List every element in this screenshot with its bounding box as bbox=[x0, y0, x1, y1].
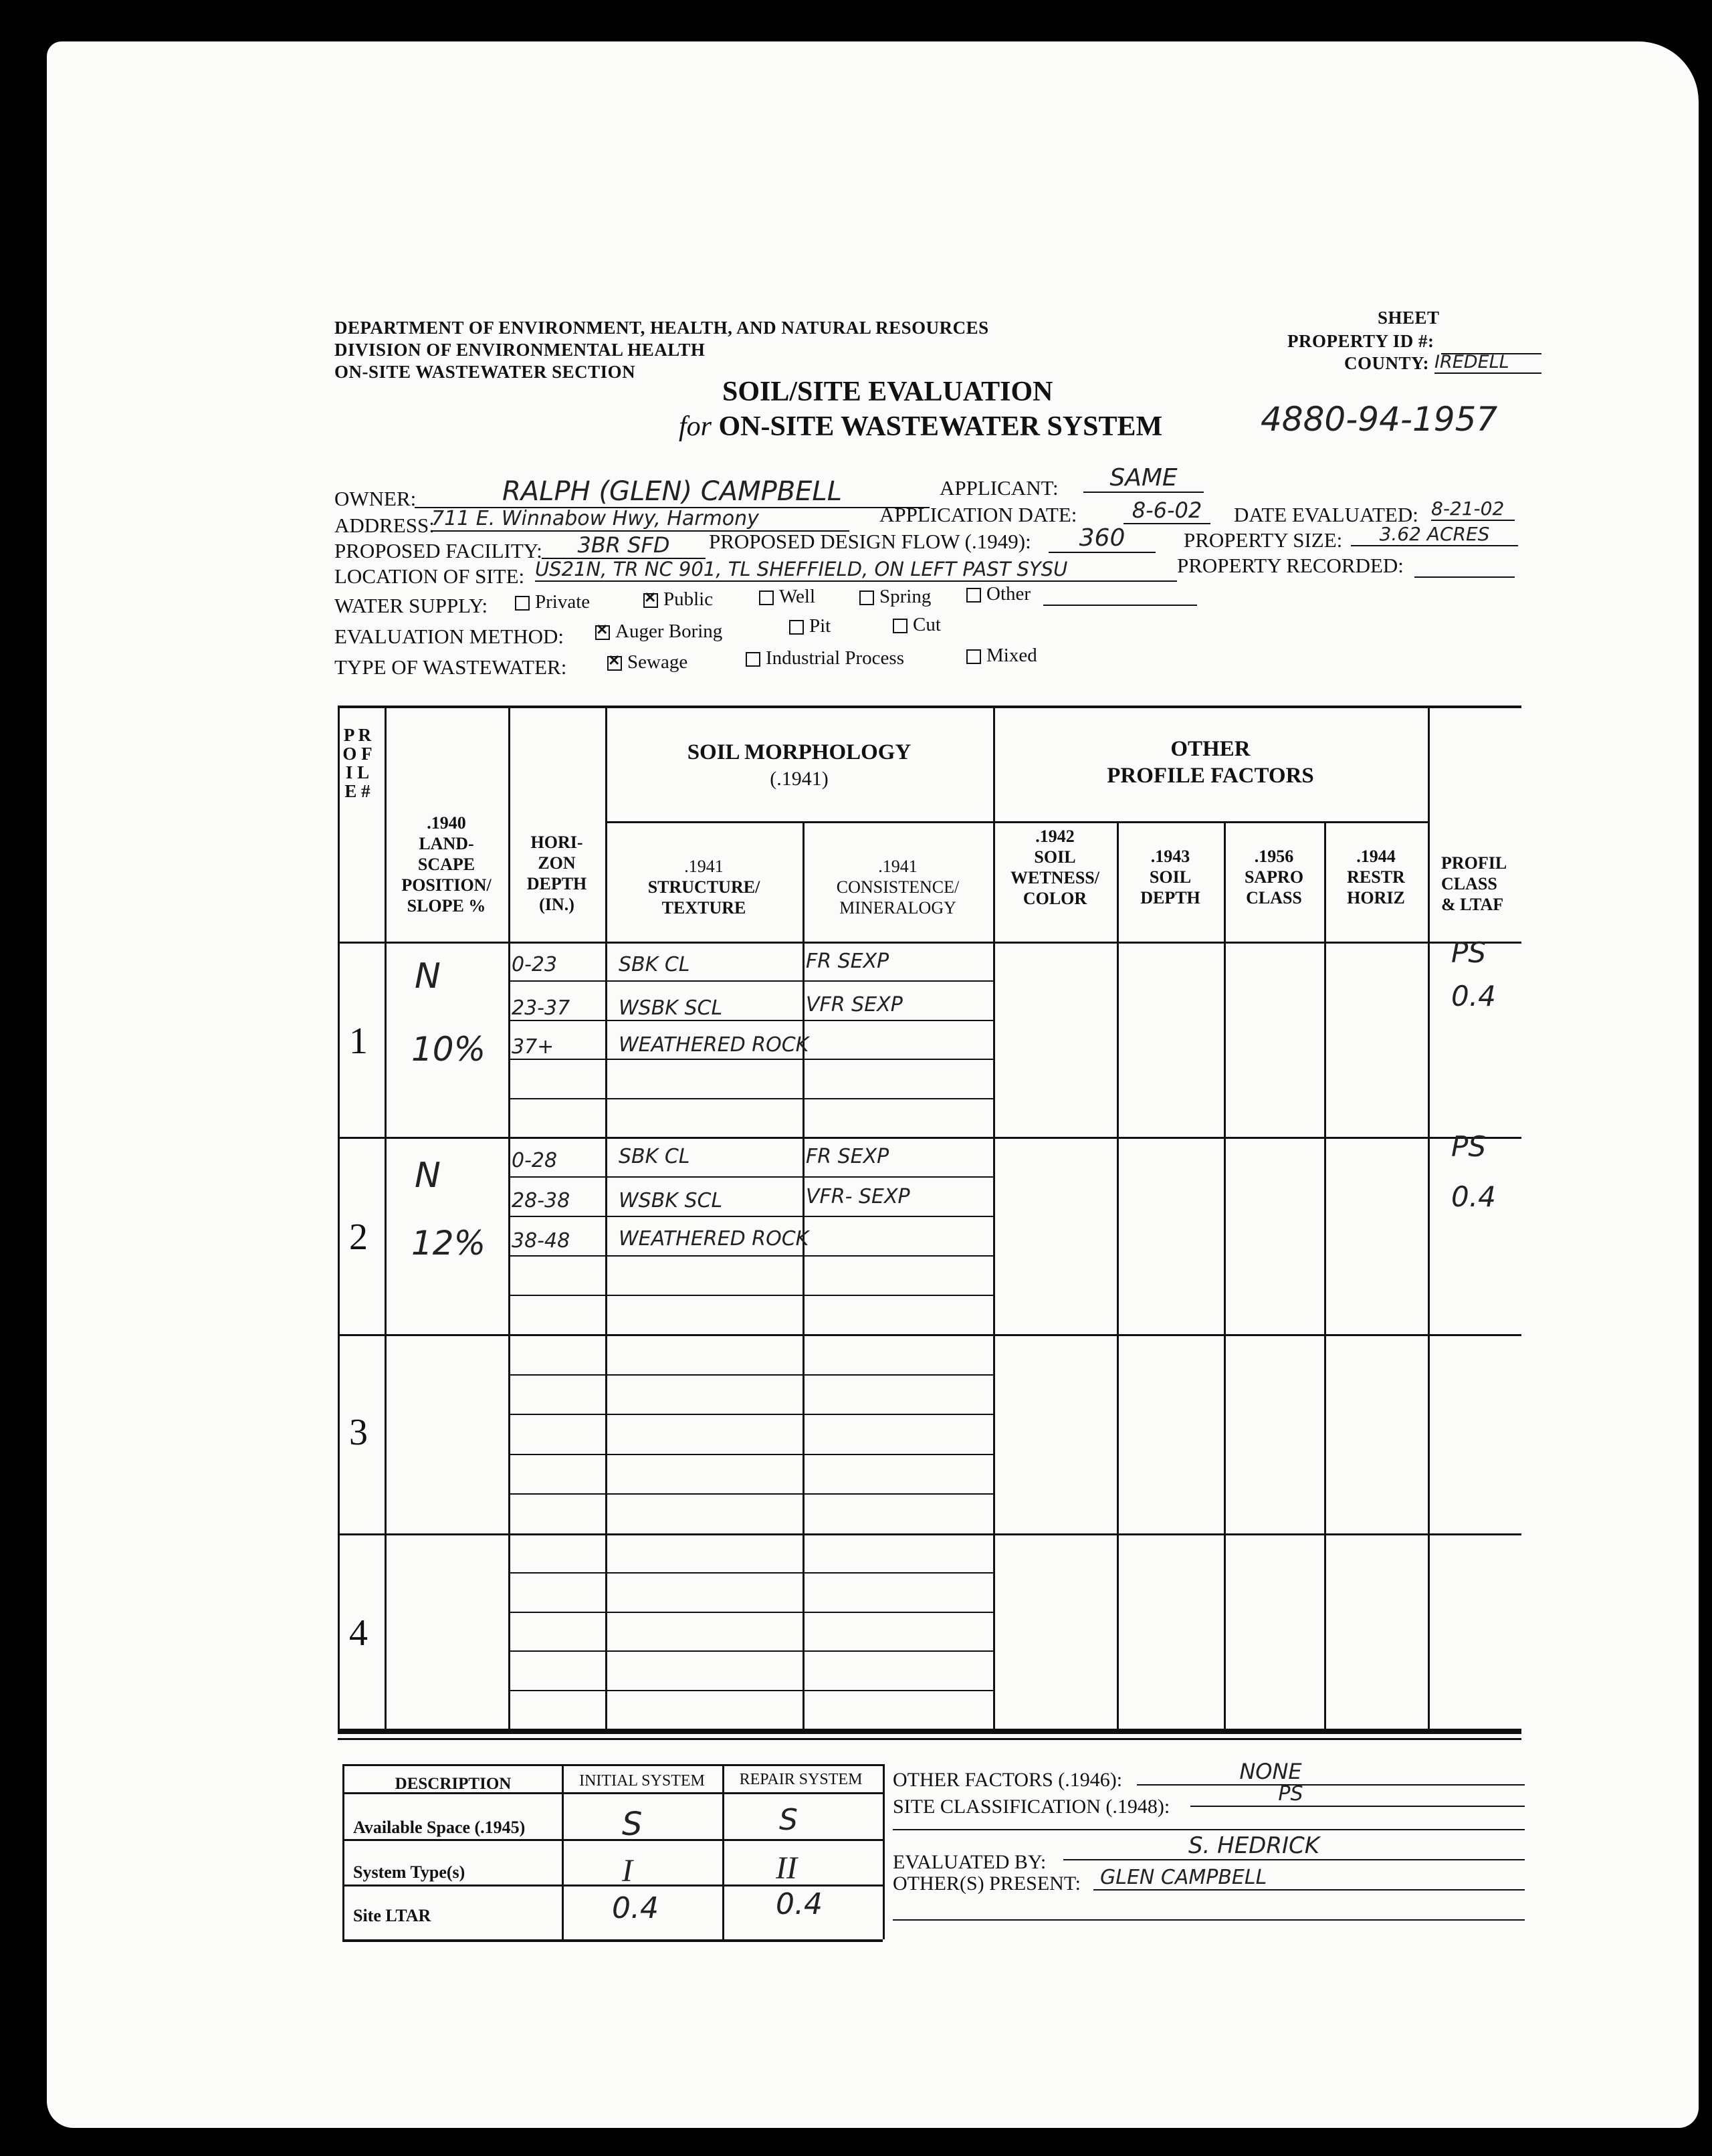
facility-field[interactable]: 3BR SFD bbox=[542, 532, 706, 559]
col-class-header bbox=[1434, 853, 1535, 915]
summary-col-3 bbox=[883, 1764, 885, 1939]
prop-recorded-field[interactable] bbox=[1414, 576, 1515, 578]
location-label: LOCATION OF SITE: bbox=[334, 564, 525, 588]
profile-2-slope[interactable]: 12% bbox=[411, 1224, 486, 1263]
private-label: Private bbox=[535, 591, 591, 613]
site-ltar-repair[interactable]: 0.4 bbox=[776, 1887, 823, 1921]
horizon-h4: (IN.) bbox=[539, 895, 574, 914]
col-soil-depth-header bbox=[1117, 846, 1224, 908]
eval-opt-auger[interactable] bbox=[595, 621, 722, 643]
prop-recorded-label: PROPERTY RECORDED: bbox=[1177, 554, 1404, 577]
soil-depth-h3: DEPTH bbox=[1140, 888, 1200, 907]
public-label: Public bbox=[663, 588, 714, 610]
horizon-row-line-3-3 bbox=[508, 1650, 993, 1652]
horizon-row-line-2-4 bbox=[508, 1493, 993, 1495]
available-space-repair[interactable]: S bbox=[779, 1803, 798, 1837]
p2-r1-depth[interactable]: 0-28 bbox=[512, 1149, 558, 1172]
mixed-label: Mixed bbox=[986, 645, 1037, 666]
owner-label: OWNER: bbox=[334, 487, 417, 510]
waste-opt-sewage[interactable] bbox=[607, 651, 687, 673]
dept-line-1: DEPARTMENT OF ENVIRONMENT, HEALTH, AND NATURAL RESOURCES bbox=[334, 318, 989, 338]
horizon-row-line-0-2 bbox=[508, 1020, 993, 1021]
eval-opt-cut[interactable] bbox=[893, 614, 941, 636]
col-horizon-header bbox=[508, 832, 605, 915]
horizon-row-line-1-2 bbox=[508, 1216, 993, 1217]
consistence-h3: MINERALOGY bbox=[839, 898, 956, 918]
horizon-row-line-1-1 bbox=[508, 1176, 993, 1178]
col-structure-header bbox=[605, 856, 802, 918]
waste-opt-industrial[interactable] bbox=[746, 647, 904, 669]
structure-h2: STRUCTURE/ bbox=[647, 877, 760, 897]
class-h3: & LTAF bbox=[1441, 895, 1504, 914]
pin-number: 4880-94-1957 bbox=[1261, 400, 1498, 439]
water-supply-label: WATER SUPPLY: bbox=[334, 594, 488, 617]
table-vline-factor-0 bbox=[1117, 823, 1119, 1729]
soil-depth-h2: SOIL bbox=[1149, 867, 1192, 887]
subtitle-for: for bbox=[679, 411, 712, 442]
p1-r2-depth[interactable]: 23-37 bbox=[512, 996, 570, 1020]
design-flow-field[interactable]: 360 bbox=[1049, 524, 1156, 553]
header-bottom-line bbox=[338, 942, 1521, 944]
landscape-h4: POSITION/ bbox=[401, 875, 492, 895]
sewage-checkbox[interactable] bbox=[607, 656, 622, 671]
sewage-label: Sewage bbox=[627, 651, 688, 673]
address-label: ADDRESS: bbox=[334, 514, 435, 537]
structure-h3: TEXTURE bbox=[661, 898, 746, 918]
dept-line-2: DIVISION OF ENVIRONMENTAL HEALTH bbox=[334, 340, 706, 360]
industrial-checkbox[interactable] bbox=[746, 652, 760, 667]
available-space-label: Available Space (.1945) bbox=[353, 1818, 526, 1837]
horizon-row-line-0-4 bbox=[508, 1098, 993, 1099]
other-factors-h1: OTHER bbox=[1170, 737, 1251, 761]
mixed-checkbox[interactable] bbox=[966, 649, 981, 664]
p2-r2-consistence[interactable]: VFR- SEXP bbox=[806, 1185, 910, 1208]
site-class-field[interactable]: PS bbox=[1190, 1782, 1525, 1807]
prop-size-field[interactable]: 3.62 ACRES bbox=[1351, 523, 1518, 546]
owner-field[interactable]: RALPH (GLEN) CAMPBELL bbox=[415, 476, 930, 508]
p2-r3-structure[interactable]: WEATHERED ROCK bbox=[619, 1227, 809, 1251]
date-eval-field[interactable]: 8-21-02 bbox=[1431, 498, 1515, 521]
summary-col-2 bbox=[722, 1764, 724, 1939]
waste-opt-mixed[interactable] bbox=[966, 645, 1037, 667]
other-factors-header bbox=[993, 736, 1428, 789]
summary-initial-header: INITIAL SYSTEM bbox=[579, 1772, 705, 1790]
soil-morphology-header bbox=[605, 739, 993, 792]
restr-h3: HORIZ bbox=[1347, 888, 1405, 907]
system-type-repair[interactable]: II bbox=[776, 1850, 797, 1886]
sapro-h1: .1956 bbox=[1254, 847, 1294, 866]
p1-r2-structure[interactable]: WSBK SCL bbox=[619, 996, 723, 1020]
other-factors-field[interactable]: NONE bbox=[1137, 1759, 1525, 1786]
landscape-h5: SLOPE % bbox=[407, 896, 486, 915]
water-opt-other[interactable] bbox=[966, 583, 1031, 605]
col-restr-header bbox=[1324, 846, 1428, 908]
profile-1-slope[interactable]: 10% bbox=[411, 1030, 486, 1069]
site-class-label: SITE CLASSIFICATION (.1948): bbox=[893, 1796, 1170, 1818]
table-bottom-border bbox=[338, 1729, 1521, 1734]
profile-2-class[interactable]: PS bbox=[1451, 1130, 1486, 1163]
system-type-label: System Type(s) bbox=[353, 1862, 465, 1882]
restr-h2: RESTR bbox=[1347, 867, 1405, 887]
horizon-row-line-1-3 bbox=[508, 1255, 993, 1257]
property-id-label: PROPERTY ID #: bbox=[1287, 331, 1434, 351]
consistence-h1: .1941 bbox=[878, 857, 918, 876]
blank-line-2 bbox=[893, 1919, 1525, 1921]
eval-method-label: EVALUATION METHOD: bbox=[334, 625, 564, 648]
profile-1-number: 1 bbox=[349, 1020, 368, 1062]
other-factors-h2: PROFILE FACTORS bbox=[1107, 764, 1314, 788]
p2-r1-structure[interactable]: SBK CL bbox=[619, 1145, 690, 1168]
auger-label: Auger Boring bbox=[615, 621, 723, 642]
horizon-row-line-0-1 bbox=[508, 980, 993, 982]
landscape-h1: .1940 bbox=[427, 813, 466, 833]
summary-desc-header: DESCRIPTION bbox=[395, 1775, 512, 1793]
p1-r1-depth[interactable]: 0-23 bbox=[512, 953, 558, 976]
summary-row-1 bbox=[342, 1839, 883, 1841]
water-opt-well[interactable] bbox=[759, 586, 815, 608]
wetness-h2: SOIL bbox=[1034, 847, 1076, 867]
table-vline-consistence bbox=[802, 823, 805, 1729]
table-vline-factor-2 bbox=[1324, 823, 1326, 1729]
applicant-label: APPLICANT: bbox=[940, 476, 1059, 500]
table-vline-5 bbox=[1428, 706, 1430, 1729]
blank-line bbox=[893, 1829, 1525, 1830]
profile-4-number: 4 bbox=[349, 1612, 368, 1654]
industrial-label: Industrial Process bbox=[766, 647, 904, 669]
address-field[interactable]: 711 E. Winnabow Hwy, Harmony bbox=[431, 507, 849, 532]
table-bottom-double bbox=[338, 1738, 1521, 1740]
summary-row-2 bbox=[342, 1884, 883, 1886]
p2-r1-consistence[interactable]: FR SEXP bbox=[806, 1145, 889, 1168]
restr-h1: .1944 bbox=[1356, 847, 1396, 866]
other-label: Other bbox=[986, 583, 1031, 605]
col-wetness-header bbox=[993, 826, 1117, 909]
other-factors-label: OTHER FACTORS (.1946): bbox=[893, 1769, 1123, 1791]
horizon-row-line-3-1 bbox=[508, 1572, 993, 1574]
site-ltar-initial[interactable]: 0.4 bbox=[612, 1891, 659, 1925]
profile-1-class[interactable]: PS bbox=[1451, 936, 1486, 969]
p1-r2-consistence[interactable]: VFR SEXP bbox=[806, 993, 903, 1016]
p1-r3-depth[interactable]: 37+ bbox=[512, 1035, 554, 1059]
well-checkbox[interactable] bbox=[759, 590, 774, 605]
form-subtitle bbox=[679, 411, 1162, 443]
app-date-label: APPLICATION DATE: bbox=[879, 503, 1077, 526]
p1-r1-consistence[interactable]: FR SEXP bbox=[806, 950, 889, 973]
others-present-label: OTHER(S) PRESENT: bbox=[893, 1872, 1081, 1895]
p1-r1-structure[interactable]: SBK CL bbox=[619, 953, 690, 976]
eval-opt-pit[interactable] bbox=[789, 615, 831, 637]
consistence-h2: CONSISTENCE/ bbox=[836, 877, 960, 897]
class-h2: CLASS bbox=[1441, 874, 1497, 893]
wetness-h3: WETNESS/ bbox=[1010, 868, 1099, 887]
spring-label: Spring bbox=[879, 586, 932, 607]
group-header-underline bbox=[605, 821, 1428, 823]
summary-col-1 bbox=[562, 1764, 564, 1939]
horizon-h1: HORI- bbox=[530, 833, 583, 852]
sapro-h2: SAPRO bbox=[1244, 867, 1304, 887]
summary-bottom bbox=[342, 1939, 883, 1942]
horizon-row-line-2-1 bbox=[508, 1374, 993, 1376]
p1-r3-structure[interactable]: WEATHERED ROCK bbox=[619, 1033, 809, 1057]
date-eval-label: DATE EVALUATED: bbox=[1234, 503, 1418, 526]
col-landscape-header bbox=[385, 813, 508, 916]
public-checkbox[interactable] bbox=[643, 593, 658, 608]
table-top-border bbox=[338, 706, 1521, 708]
profile-2-landscape[interactable]: N bbox=[415, 1156, 441, 1196]
design-flow-label: PROPOSED DESIGN FLOW (.1949): bbox=[709, 530, 1031, 553]
table-vline-factor-1 bbox=[1224, 823, 1226, 1729]
prop-size-label: PROPERTY SIZE: bbox=[1184, 528, 1343, 552]
wastewater-type-label: TYPE OF WASTEWATER: bbox=[334, 655, 567, 679]
col-consistence-header bbox=[802, 856, 993, 918]
others-present-field[interactable]: GLEN CAMPBELL bbox=[1093, 1866, 1525, 1891]
evaluated-by-field[interactable]: S. HEDRICK bbox=[1063, 1832, 1525, 1860]
site-ltar-label: Site LTAR bbox=[353, 1906, 431, 1925]
dept-line-3: ON-SITE WASTEWATER SECTION bbox=[334, 362, 636, 382]
horizon-row-line-1-4 bbox=[508, 1295, 993, 1296]
system-type-initial[interactable]: I bbox=[622, 1853, 633, 1889]
well-label: Well bbox=[779, 586, 816, 607]
p2-r2-structure[interactable]: WSBK SCL bbox=[619, 1189, 723, 1212]
wetness-h4: COLOR bbox=[1023, 889, 1087, 908]
profile-separator-0 bbox=[338, 1137, 1521, 1139]
water-opt-public[interactable] bbox=[643, 588, 713, 611]
soil-depth-h1: .1943 bbox=[1150, 847, 1190, 866]
cut-label: Cut bbox=[913, 614, 941, 635]
profile-1-landscape[interactable]: N bbox=[415, 956, 441, 996]
horizon-row-line-0-3 bbox=[508, 1059, 993, 1060]
facility-label: PROPOSED FACILITY: bbox=[334, 539, 542, 562]
pit-checkbox[interactable] bbox=[789, 620, 804, 635]
summary-top bbox=[342, 1764, 883, 1766]
soil-morph-code: (.1941) bbox=[770, 768, 829, 790]
applicant-field[interactable]: SAME bbox=[1083, 464, 1204, 493]
water-opt-private[interactable] bbox=[515, 591, 590, 613]
spring-checkbox[interactable] bbox=[859, 590, 874, 605]
water-other-field[interactable] bbox=[1043, 605, 1197, 606]
class-h1: PROFIL bbox=[1441, 853, 1507, 873]
profile-2-number: 2 bbox=[349, 1216, 368, 1258]
sapro-h3: CLASS bbox=[1246, 888, 1302, 907]
p2-r2-depth[interactable]: 28-38 bbox=[512, 1189, 570, 1212]
profile-2-ltar[interactable]: 0.4 bbox=[1451, 1180, 1496, 1213]
subtitle-rest: ON-SITE WASTEWATER SYSTEM bbox=[718, 411, 1163, 442]
cut-checkbox[interactable] bbox=[893, 619, 907, 633]
available-space-initial[interactable]: S bbox=[622, 1806, 643, 1843]
horizon-h3: DEPTH bbox=[526, 874, 587, 893]
county-label: COUNTY: bbox=[1344, 353, 1430, 373]
other-checkbox[interactable] bbox=[966, 588, 981, 603]
soil-morph-title: SOIL MORPHOLOGY bbox=[687, 740, 912, 764]
water-opt-spring[interactable] bbox=[859, 586, 931, 608]
county-value: IREDELL bbox=[1434, 352, 1541, 374]
location-field[interactable]: US21N, TR NC 901, TL SHEFFIELD, ON LEFT PAST SYSU bbox=[535, 558, 1177, 582]
horizon-h2: ZON bbox=[538, 853, 576, 873]
profile-1-ltar[interactable]: 0.4 bbox=[1451, 980, 1496, 1012]
table-vline-0 bbox=[338, 706, 340, 1729]
landscape-h2: LAND- bbox=[419, 834, 474, 853]
private-checkbox[interactable] bbox=[515, 596, 530, 611]
landscape-h3: SCAPE bbox=[417, 855, 475, 874]
sheet-label: SHEET bbox=[1378, 308, 1440, 328]
form-title: SOIL/SITE EVALUATION bbox=[722, 376, 1053, 407]
pit-label: Pit bbox=[809, 615, 831, 637]
structure-h1: .1941 bbox=[684, 857, 724, 876]
summary-repair-header: REPAIR SYSTEM bbox=[739, 1771, 863, 1788]
profile-separator-1 bbox=[338, 1334, 1521, 1336]
p2-r3-depth[interactable]: 38-48 bbox=[512, 1229, 570, 1253]
profile-separator-2 bbox=[338, 1533, 1521, 1535]
auger-checkbox[interactable] bbox=[595, 625, 610, 640]
evaluated-by-label: EVALUATED BY: bbox=[893, 1851, 1047, 1873]
app-date-field[interactable]: 8-6-02 bbox=[1124, 498, 1210, 524]
profile-3-number: 3 bbox=[349, 1412, 368, 1453]
horizon-row-line-3-2 bbox=[508, 1612, 993, 1613]
col-sapro-header bbox=[1224, 846, 1324, 908]
horizon-row-line-3-4 bbox=[508, 1690, 993, 1691]
horizon-row-line-2-2 bbox=[508, 1414, 993, 1415]
wetness-h1: .1942 bbox=[1035, 827, 1075, 846]
col-profile-header: P R O F I L E # bbox=[342, 725, 372, 801]
horizon-row-line-2-3 bbox=[508, 1454, 993, 1455]
